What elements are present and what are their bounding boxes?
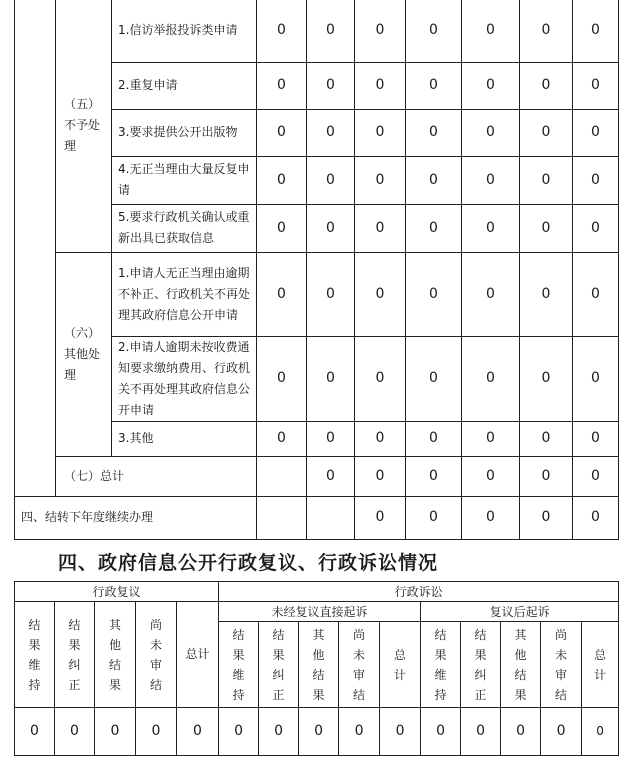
cell-value: 0 [307,421,355,456]
cell-value: 0 [219,708,259,756]
cell-value: 0 [573,496,619,539]
table-row [15,582,619,602]
cell-value: 0 [462,252,520,336]
cell-value: 0 [355,336,406,421]
cell-value: 0 [462,156,520,204]
cell-value: 0 [406,456,462,496]
cell-value: 0 [299,708,339,756]
table-row [15,0,619,62]
cell-value: 0 [520,0,573,62]
after-review-header: 复议后起诉 [421,602,619,622]
cell-value: 0 [307,204,355,252]
cell-value: 0 [355,62,406,109]
cell-value: 0 [421,708,461,756]
cell-value: 0 [462,496,520,539]
cell-value: 0 [520,496,573,539]
direct-litigation-header: 未经复议直接起诉 [219,602,421,622]
cell-value: 0 [307,0,355,62]
cell-value: 0 [406,252,462,336]
cell-value: 0 [177,708,219,756]
cell-value: 0 [520,156,573,204]
cell-value: 0 [257,421,307,456]
cell-value: 0 [355,496,406,539]
cell-value: 0 [355,156,406,204]
cell-value: 0 [406,62,462,109]
application-results-table [14,0,619,540]
row-label: 1.申请人无正当理由逾期不补正、行政机关不再处理其政府信息公开申请 [112,252,257,336]
cell-value: 0 [406,496,462,539]
cell-value: 0 [520,421,573,456]
table-row [15,496,619,539]
group-label: （六）其他处理 [56,252,112,456]
cell-value: 0 [520,336,573,421]
column-header: 结果维持 [15,602,55,708]
cell-value: 0 [520,252,573,336]
cell-value: 0 [339,708,380,756]
cell-value: 0 [257,109,307,156]
cell-value: 0 [406,204,462,252]
cell-value: 0 [257,0,307,62]
cell-value: 0 [573,109,619,156]
cell-value: 0 [573,252,619,336]
cell-value: 0 [355,204,406,252]
blank-cell [257,496,307,539]
cell-value: 0 [520,456,573,496]
column-header: 结果维持 [219,622,259,708]
cell-value: 0 [462,336,520,421]
table-row [15,602,619,622]
cell-value: 0 [406,421,462,456]
carry-over-label: 四、结转下年度继续办理 [15,496,257,539]
section-title: 四、政府信息公开行政复议、行政诉讼情况 [58,552,439,574]
cell-value: 0 [307,252,355,336]
cell-value: 0 [573,62,619,109]
cell-value: 0 [501,708,541,756]
cell-value: 0 [257,204,307,252]
cell-value: 0 [307,336,355,421]
table-row [15,708,619,756]
cell-value: 0 [355,109,406,156]
cell-value: 0 [406,109,462,156]
cell-value: 0 [520,204,573,252]
column-header: 其他结果 [299,622,339,708]
cell-value: 0 [95,708,136,756]
column-header: 结果纠正 [461,622,501,708]
cell-value: 0 [355,0,406,62]
cell-value: 0 [462,456,520,496]
column-header: 总计 [177,602,219,708]
cell-value: 0 [15,708,55,756]
cell-value: 0 [257,336,307,421]
cell-value: 0 [307,456,355,496]
cell-value: 0 [462,0,520,62]
blank-cell [257,456,307,496]
table-row [15,252,619,336]
cell-value: 0 [573,204,619,252]
group-label: （五）不予处理 [56,0,112,252]
cell-value: 0 [462,109,520,156]
cell-value: 0 [462,204,520,252]
review-litigation-table [14,581,619,756]
cell-value: 0 [257,252,307,336]
row-label: 5.要求行政机关确认或重新出具已获取信息 [112,204,257,252]
cell-value: 0 [573,0,619,62]
column-header: 总计 [380,622,421,708]
cell-value: 0 [573,456,619,496]
cell-value: 0 [257,62,307,109]
cell-value: 0 [573,421,619,456]
cell-value: 0 [307,109,355,156]
cell-value: 0 [462,421,520,456]
total-label: （七）总计 [56,456,257,496]
column-header: 结果纠正 [259,622,299,708]
cell-value: 0 [573,336,619,421]
review-header: 行政复议 [15,582,219,602]
cell-value: 0 [257,156,307,204]
column-header: 其他结果 [95,602,136,708]
column-header: 总计 [582,622,619,708]
row-label: 2.重复申请 [112,62,257,109]
cell-value: 0 [259,708,299,756]
row-label: 3.其他 [112,421,257,456]
cell-value: 0 [406,156,462,204]
blank-cell [307,496,355,539]
cell-value: 0 [541,708,582,756]
row-label: 4.无正当理由大量反复申请 [112,156,257,204]
cell-value: 0 [55,708,95,756]
column-header: 尚未审结 [339,622,380,708]
column-header: 尚未审结 [136,602,177,708]
row-label: 3.要求提供公开出版物 [112,109,257,156]
cell-value: 0 [355,456,406,496]
cell-value: 0 [307,156,355,204]
column-header: 结果纠正 [55,602,95,708]
cell-value: 0 [380,708,421,756]
outer-blank-cell [15,0,56,496]
row-label: 1.信访举报投诉类申请 [112,0,257,62]
cell-value: 0 [355,421,406,456]
cell-value: 0 [462,62,520,109]
cell-value: 0 [355,252,406,336]
column-header: 尚未审结 [541,622,582,708]
cell-value: 0 [461,708,501,756]
table-row [15,456,619,496]
cell-value: 0 [520,62,573,109]
cell-value: 0 [307,62,355,109]
cell-value: 0 [573,156,619,204]
column-header: 其他结果 [501,622,541,708]
cell-value: 0 [406,336,462,421]
row-label: 2.申请人逾期未按收费通知要求缴纳费用、行政机关不再处理其政府信息公开申请 [112,336,257,421]
cell-value: 0 [582,708,619,756]
column-header: 结果维持 [421,622,461,708]
cell-value: 0 [520,109,573,156]
cell-value: 0 [136,708,177,756]
cell-value: 0 [406,0,462,62]
litigation-header: 行政诉讼 [219,582,619,602]
